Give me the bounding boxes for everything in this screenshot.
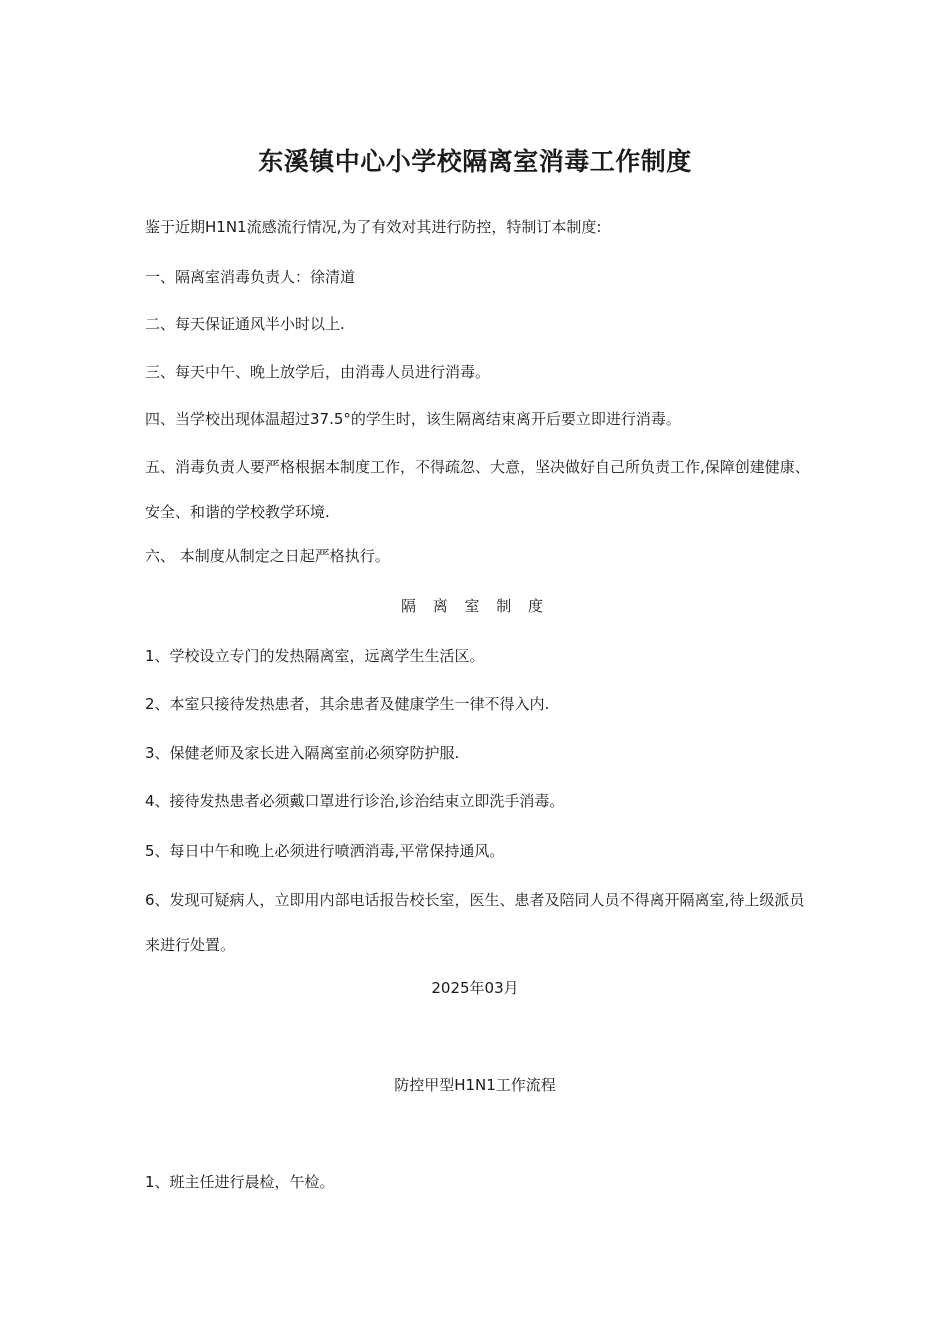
isolation-rule-3: 3、保健老师及家长进入隔离室前必须穿防护服. bbox=[145, 744, 460, 762]
disinfection-rule-4: 四、当学校出现体温超过37.5°的学生时，该生隔离结束离开后要立即进行消毒。 bbox=[145, 410, 681, 428]
disinfection-rule-6: 六、 本制度从制定之日起严格执行。 bbox=[145, 547, 390, 565]
isolation-rule-4: 4、接待发热患者必须戴口罩进行诊治,诊治结束立即洗手消毒。 bbox=[145, 792, 565, 810]
workflow-heading: 防控甲型H1N1工作流程 bbox=[394, 1076, 556, 1094]
isolation-rule-2: 2、本室只接待发热患者，其余患者及健康学生一律不得入内. bbox=[145, 695, 550, 713]
disinfection-rule-5: 五、消毒负责人要严格根据本制度工作，不得疏忽、大意，坚决做好自己所负责工作,保障创建健康、安全、和谐的学校教学环境. bbox=[145, 458, 810, 521]
disinfection-rule-1: 一、隔离室消毒负责人：徐清道 bbox=[145, 268, 356, 286]
isolation-rule-5: 5、每日中午和晚上必须进行喷洒消毒,平常保持通风。 bbox=[145, 842, 505, 860]
document-title: 东溪镇中心小学校隔离室消毒工作制度 bbox=[258, 147, 692, 176]
isolation-rule-6: 6、发现可疑病人，立即用内部电话报告校长室，医生、患者及陪同人员不得离开隔离室,待上级派员来进行处置。 bbox=[145, 891, 805, 954]
isolation-heading: 隔 离 室 制 度 bbox=[400, 597, 550, 615]
disinfection-rule-3: 三、每天中午、晚上放学后，由消毒人员进行消毒。 bbox=[145, 363, 491, 381]
intro-paragraph: 鉴于近期H1N1流感流行情况,为了有效对其进行防控，特制订本制度: bbox=[145, 218, 602, 236]
workflow-step-1: 1、班主任进行晨检，午检。 bbox=[145, 1173, 335, 1191]
isolation-rule-1: 1、学校设立专门的发热隔离室，远离学生生活区。 bbox=[145, 647, 485, 665]
document-date: 2025年03月 bbox=[431, 979, 519, 997]
disinfection-rule-2: 二、每天保证通风半小时以上. bbox=[145, 315, 345, 333]
